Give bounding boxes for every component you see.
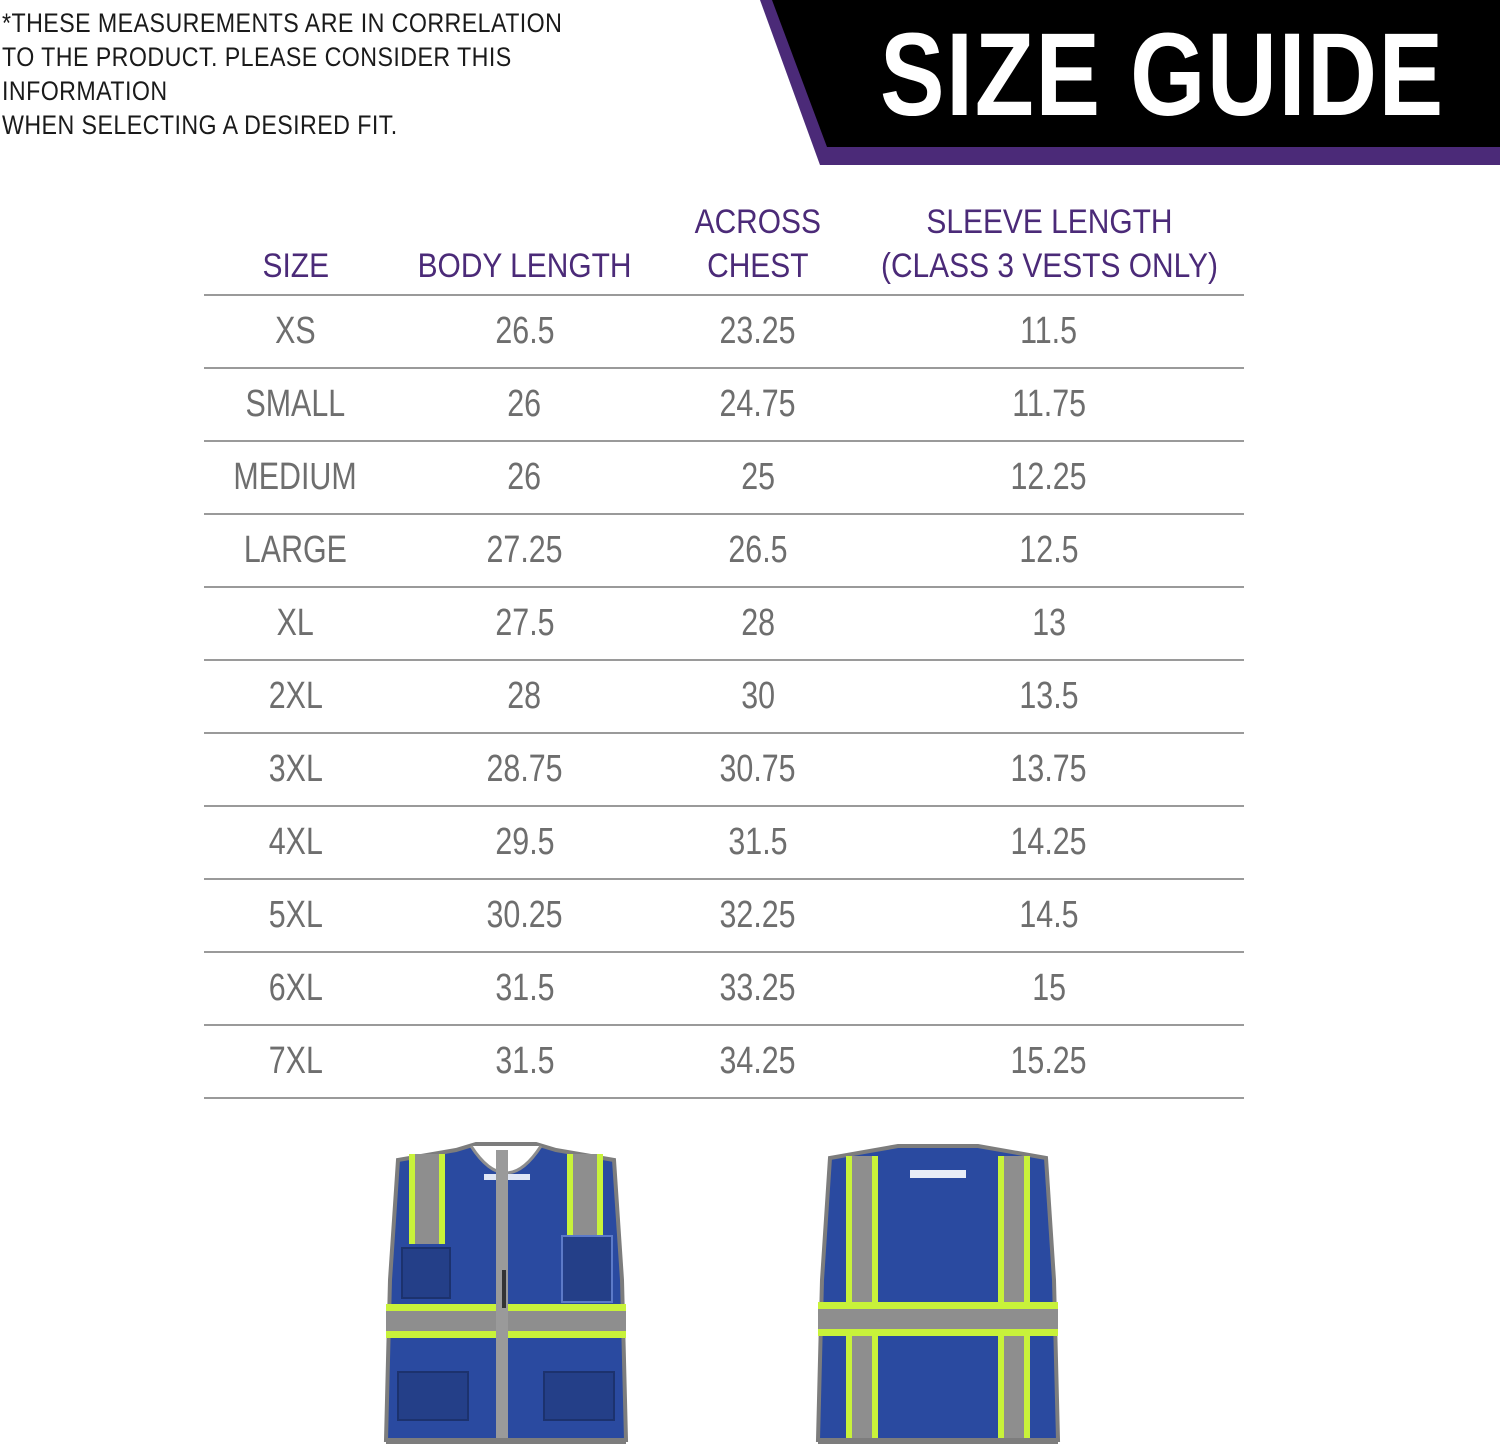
cell-across-chest: 32.25 xyxy=(662,879,854,952)
measurement-disclaimer: *THESE MEASUREMENTS ARE IN CORRELATION TO THE PRODUCT. PLEASE CONSIDER THIS INFORMATION WHEN SELECTING A DESIRED FIT. xyxy=(2,8,563,140)
cell-size: LARGE xyxy=(204,514,387,587)
cell-sleeve-length: 11.5 xyxy=(854,295,1244,368)
cell-size: MEDIUM xyxy=(204,441,387,514)
cell-size: 3XL xyxy=(204,733,387,806)
cell-sleeve-length: 15 xyxy=(854,952,1244,1025)
cell-body-length: 31.5 xyxy=(387,1025,662,1098)
cell-size: 5XL xyxy=(204,879,387,952)
cell-across-chest: 30.75 xyxy=(662,733,854,806)
cell-across-chest: 23.25 xyxy=(662,295,854,368)
cell-body-length: 28.75 xyxy=(387,733,662,806)
table-row xyxy=(204,952,1244,1025)
size-table xyxy=(204,200,1244,1099)
cell-across-chest: 33.25 xyxy=(662,952,854,1025)
cell-body-length: 29.5 xyxy=(387,806,662,879)
cell-size: 4XL xyxy=(204,806,387,879)
cell-body-length: 27.5 xyxy=(387,587,662,660)
cell-sleeve-length: 14.5 xyxy=(854,879,1244,952)
cell-size: XL xyxy=(204,587,387,660)
table-row xyxy=(204,1025,1244,1098)
cell-body-length: 27.25 xyxy=(387,514,662,587)
column-header-sleeve-length: SLEEVE LENGTH (CLASS 3 VESTS ONLY) xyxy=(854,200,1244,295)
vest-front-image xyxy=(376,1140,636,1448)
cell-across-chest: 30 xyxy=(662,660,854,733)
cell-across-chest: 34.25 xyxy=(662,1025,854,1098)
cell-across-chest: 25 xyxy=(662,441,854,514)
cell-across-chest: 31.5 xyxy=(662,806,854,879)
cell-sleeve-length: 11.75 xyxy=(854,368,1244,441)
vest-back-image xyxy=(812,1140,1064,1448)
cell-sleeve-length: 12.5 xyxy=(854,514,1244,587)
cell-body-length: 26 xyxy=(387,368,662,441)
table-row xyxy=(204,806,1244,879)
table-row xyxy=(204,879,1244,952)
cell-body-length: 28 xyxy=(387,660,662,733)
cell-sleeve-length: 13.5 xyxy=(854,660,1244,733)
column-header-size: SIZE xyxy=(204,200,387,295)
cell-sleeve-length: 13 xyxy=(854,587,1244,660)
cell-size: 2XL xyxy=(204,660,387,733)
cell-sleeve-length: 12.25 xyxy=(854,441,1244,514)
table-row xyxy=(204,660,1244,733)
cell-sleeve-length: 14.25 xyxy=(854,806,1244,879)
cell-body-length: 26.5 xyxy=(387,295,662,368)
column-header-body-length: BODY LENGTH xyxy=(387,200,662,295)
table-row xyxy=(204,733,1244,806)
cell-sleeve-length: 13.75 xyxy=(854,733,1244,806)
cell-sleeve-length: 15.25 xyxy=(854,1025,1244,1098)
cell-body-length: 30.25 xyxy=(387,879,662,952)
cell-size: 6XL xyxy=(204,952,387,1025)
table-row xyxy=(204,514,1244,587)
cell-size: XS xyxy=(204,295,387,368)
column-header-across-chest: ACROSS CHEST xyxy=(662,200,854,295)
cell-body-length: 31.5 xyxy=(387,952,662,1025)
cell-size: SMALL xyxy=(204,368,387,441)
cell-across-chest: 24.75 xyxy=(662,368,854,441)
cell-size: 7XL xyxy=(204,1025,387,1098)
page-title: SIZE GUIDE xyxy=(880,9,1445,141)
table-row xyxy=(204,587,1244,660)
cell-across-chest: 28 xyxy=(662,587,854,660)
table-row xyxy=(204,295,1244,368)
table-row xyxy=(204,441,1244,514)
table-header-row xyxy=(204,200,1244,295)
table-row xyxy=(204,368,1244,441)
cell-body-length: 26 xyxy=(387,441,662,514)
cell-across-chest: 26.5 xyxy=(662,514,854,587)
